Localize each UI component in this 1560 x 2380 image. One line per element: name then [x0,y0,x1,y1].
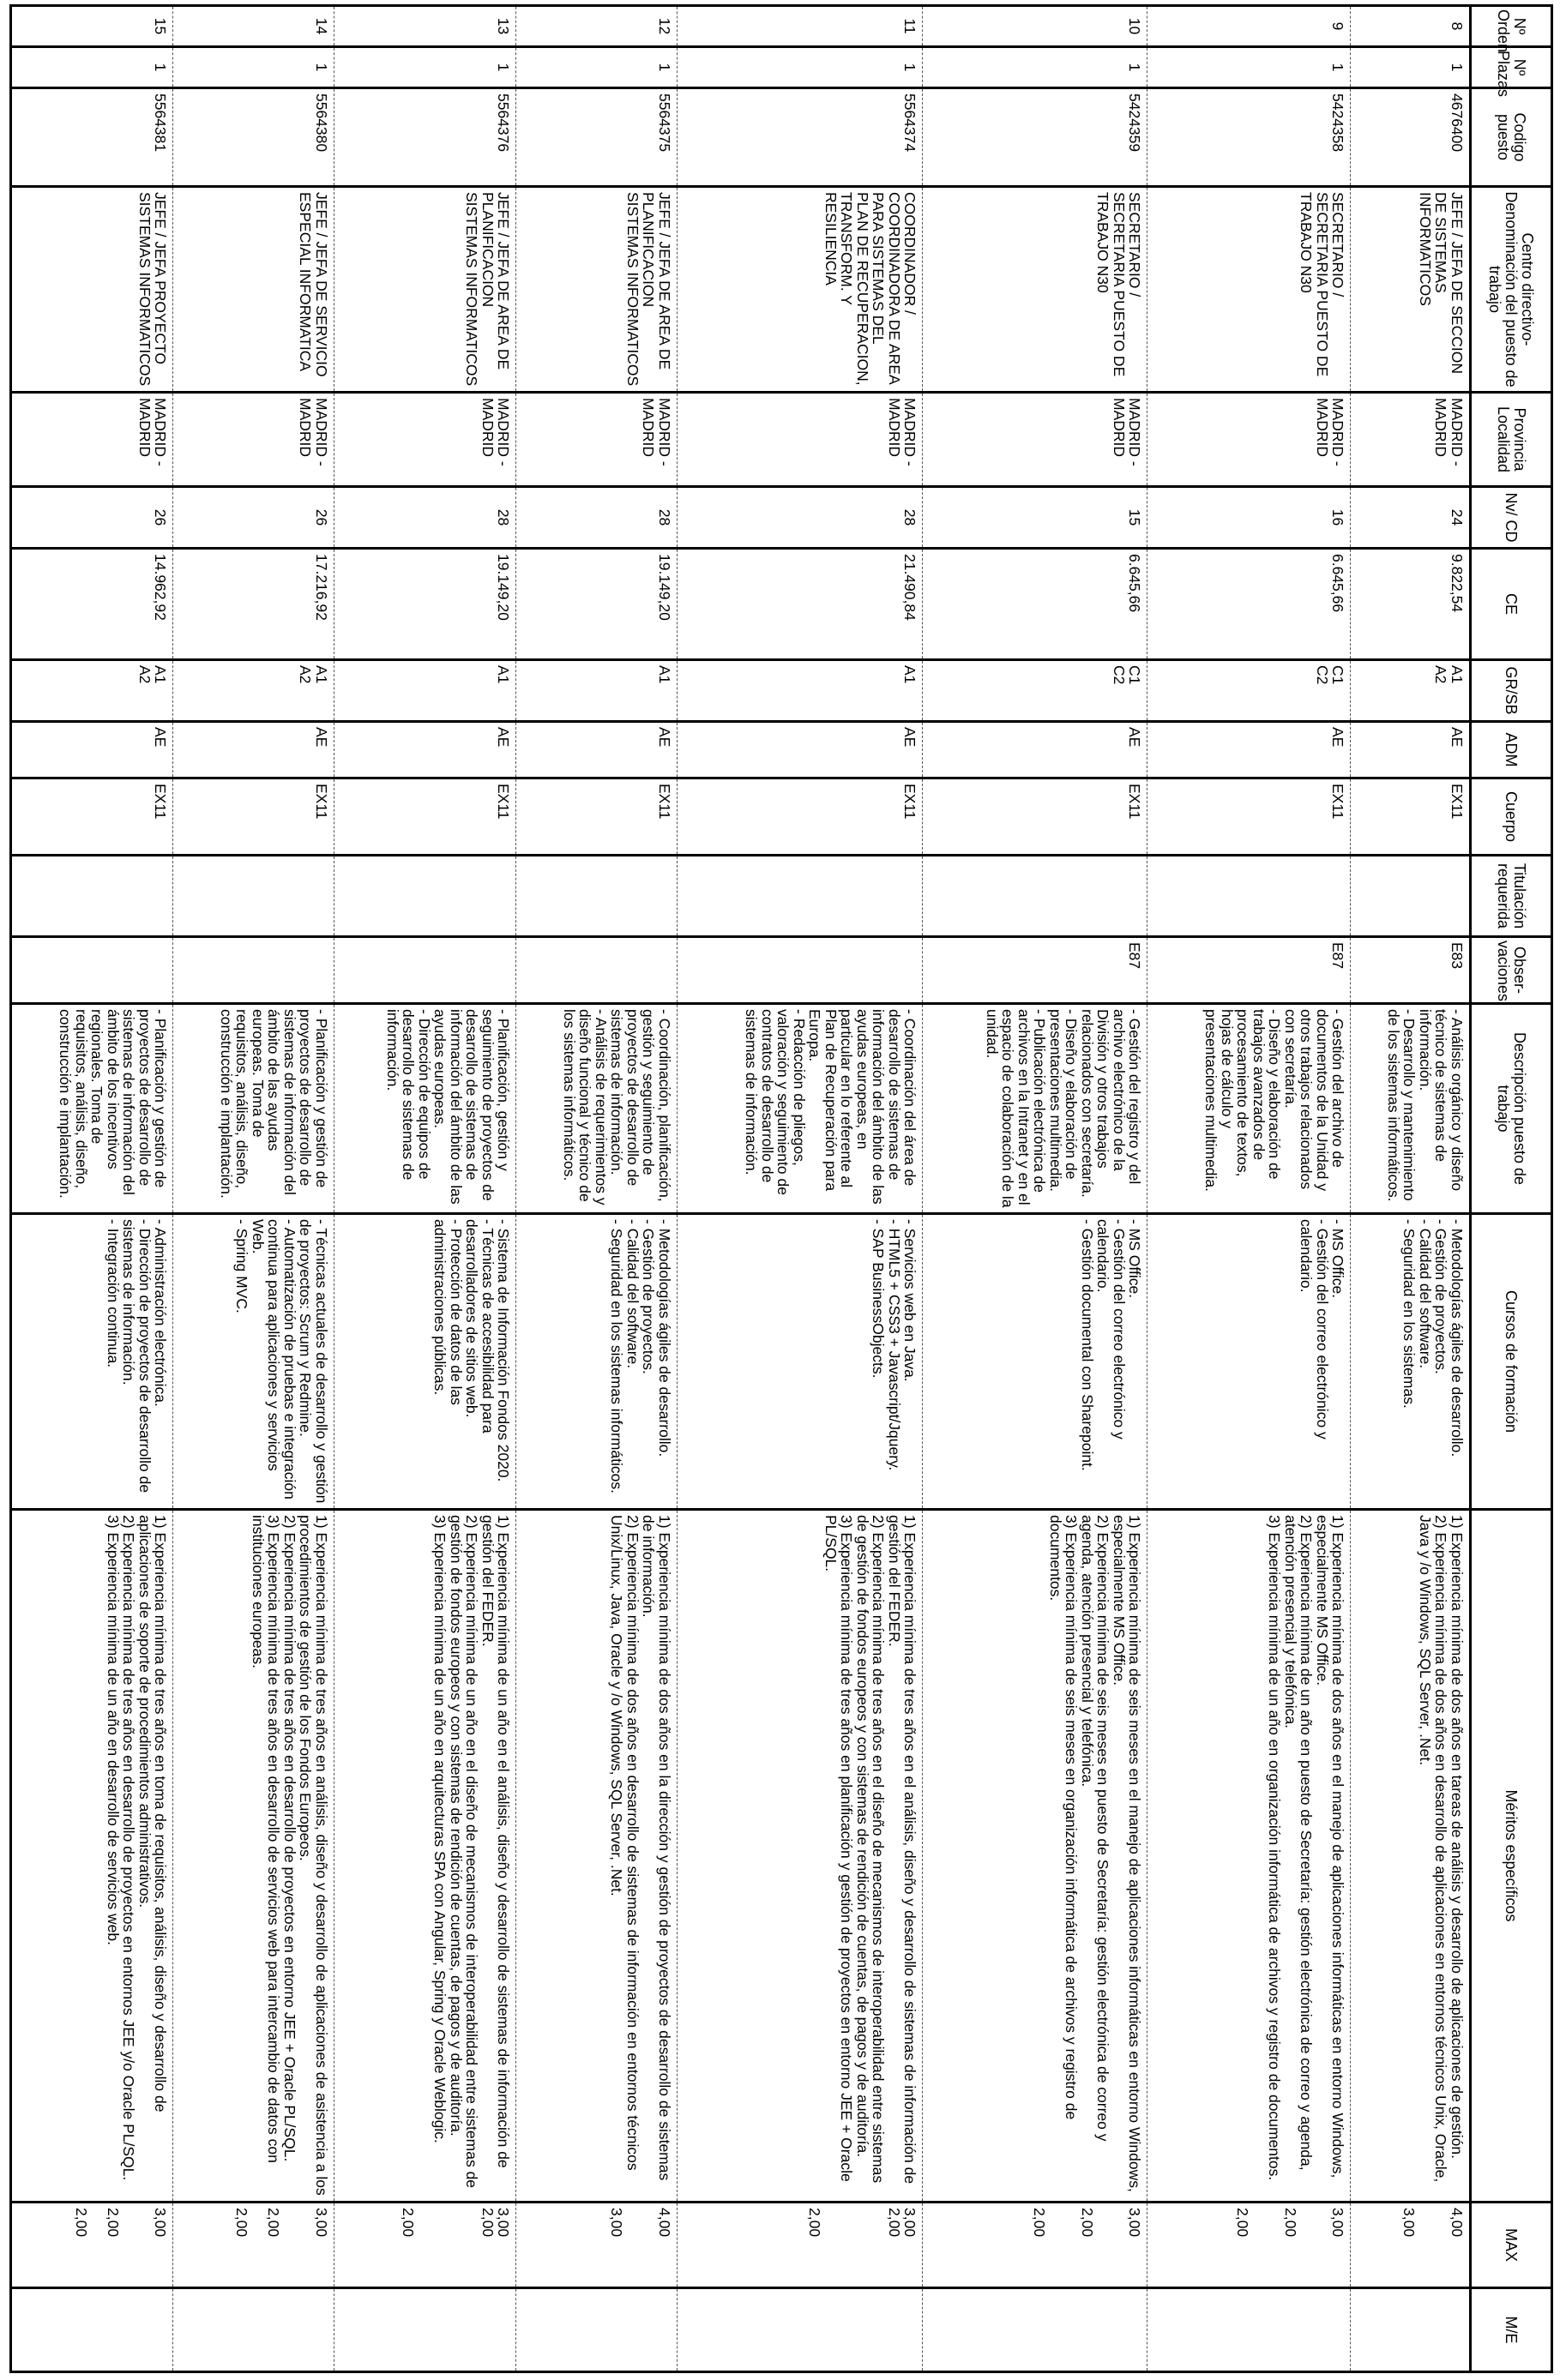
cell-orden: 12 [516,6,678,47]
cell-adm: AE [677,722,923,778]
cell-provincia: MADRID - MADRID [11,393,173,487]
cell-descripcion: - Coordinación, planificación, gestión y seguimiento de proyectos de desarrollo de sistemas de información. - Análisis de requerimientos y diseño funcional y técnico de los sistemas informáticos. [516,1004,678,1214]
cell-cursos: - MS Office. - Gestión del correo electrónico y calendario. - Gestión documental con Sharepoint. [923,1214,1147,1510]
cell-plazas: 1 [173,47,334,88]
cell-descripcion: - Análisis orgánico y diseño técnico de sistemas de información. - Desarrollo y mantenimiento de los sistemas informáticos. [1351,1004,1471,1214]
cell-cuerpo: EX11 [334,778,515,856]
cell-codigo: 5564380 [173,88,334,187]
table-row [173,6,334,2372]
cell-titulacion [334,856,515,937]
cell-nivel: 26 [11,487,173,549]
cell-me [334,2288,515,2372]
cell-grsb: A1 [677,660,923,722]
cell-provincia: MADRID - MADRID [1351,393,1471,487]
cell-cursos: - Administración electrónica. - Dirección de proyectos de desarrollo de sistemas de información. - Integración continua. [11,1214,173,1510]
cell-provincia: MADRID - MADRID [516,393,678,487]
header-row [1471,6,1552,2372]
cell-max: 3,00 2,00 2,00 [173,2203,334,2288]
cell-titulacion [1147,856,1351,937]
cell-meritos: 1) Experiencia mínima de tres años en toma de requisitos, análisis, diseño y desarrollo de aplicaciones de soporte de procedimientos administrativos. 2) Experiencia mínima de tres años en desarrollo de proyectos en entornos JEE y/o Oracle PL/SQL. 3) Experiencia mínima de un año en desarrollo de servicios web. [11,1510,173,2203]
cell-orden: 10 [923,6,1147,47]
cell-plazas: 1 [1351,47,1471,88]
cell-orden: 13 [334,6,515,47]
header-orden: Nº Orden [1471,6,1552,47]
cell-observaciones: E87 [1147,937,1351,1004]
table-row [677,6,923,2372]
cell-ce: 17.216,92 [173,549,334,660]
cell-centro: JEFE / JEFA DE AREA DE PLANIFICACION SISTEMAS INFORMATICOS [334,187,515,393]
cell-me [173,2288,334,2372]
cell-codigo: 5424358 [1147,88,1351,187]
header-observaciones: Obser- vaciones [1471,937,1552,1004]
table-row [11,6,173,2372]
cell-centro: JEFE / JEFA DE SECCION DE SISTEMAS INFORMATICOS [1351,187,1471,393]
cell-observaciones [334,937,515,1004]
cell-centro: JEFE / JEFA DE SERVICIO ESPECIAL INFORMATICA [173,187,334,393]
cell-cuerpo: EX11 [173,778,334,856]
cell-provincia: MADRID - MADRID [1147,393,1351,487]
cell-nivel: 26 [173,487,334,549]
cell-ce: 14.962,92 [11,549,173,660]
header-ce: CE [1471,549,1552,660]
cell-orden: 11 [677,6,923,47]
cell-provincia: MADRID - MADRID [677,393,923,487]
cell-grsb: A1 [334,660,515,722]
cell-grsb: A1 [516,660,678,722]
cell-codigo: 5564376 [334,88,515,187]
cell-nivel: 16 [1147,487,1351,549]
table-row [1351,6,1471,2372]
cell-observaciones [173,937,334,1004]
cell-adm: AE [1351,722,1471,778]
cell-me [11,2288,173,2372]
table-row [923,6,1147,2372]
cell-ce: 6.645,66 [923,549,1147,660]
cell-descripcion: - Gestión del registro y del archivo electrónico de la División y otros trabajos relacionados con secretaría. - Diseño y elaboración de presentaciones multimedia. - Publicación electrónica de archivos en la Intranet y en el espacio de colaboración de la unidad. [923,1004,1147,1214]
cell-descripcion: - Gestión del archivo de documentos de la Unidad y otros trabajos relacionados con secretaría. - Diseño y elaboración de trabajos avanzados de procesamiento de textos, hojas de cálculo y presentaciones multimedia. [1147,1004,1351,1214]
cell-descripcion: - Coordinación del área de desarrollo de sistemas de información del ámbito de las ayudas europeas, en particular en lo referente al Plan de Recuperación para Europa. - Redacción de pliegos, valoración y seguimiento de contratos de desarrollo de sistemas de información. [677,1004,923,1214]
cell-titulacion [677,856,923,937]
cell-orden: 15 [11,6,173,47]
header-codigo: Codigo puesto [1471,88,1552,187]
cell-cuerpo: EX11 [923,778,1147,856]
cell-provincia: MADRID - MADRID [173,393,334,487]
cell-centro: JEFE / JEFA PROYECTO SISTEMAS INFORMATICOS [11,187,173,393]
cell-cursos: - Sistema de Información Fondos 2020. - Técnicas de accesibilidad para desarrolladores de sitios web. - Protección de datos de las administraciones públicas. [334,1214,515,1510]
cell-me [1147,2288,1351,2372]
cell-descripcion: - Planificación y gestión de proyectos de desarrollo de sistemas de información del ámbito de las ayudas europeas. Toma de requisitos, análisis, diseño, construcción e implantación. [173,1004,334,1214]
cell-plazas: 1 [11,47,173,88]
cell-ce: 9.822,54 [1351,549,1471,660]
cell-observaciones: E87 [923,937,1147,1004]
cell-meritos: 1) Experiencia mínima de dos años en la dirección y gestión de proyectos de desarrollo de sistemas de información. 2) Experiencia mínima de dos años en desarrollo de sistemas de información en entornos técnicos Unix/Linux, Java, Oracle y /o Windows, SQL Server, .Net. [516,1510,678,2203]
table-row [334,6,515,2372]
cell-plazas: 1 [923,47,1147,88]
cell-max: 3,00 2,00 2,00 [923,2203,1147,2288]
cell-adm: AE [516,722,678,778]
header-max: MAX [1471,2203,1552,2288]
header-adm: ADM [1471,722,1552,778]
cell-nivel: 28 [516,487,678,549]
cell-cursos: - Servicios web en Java. - HTML5 + CSS3 + Javascript/Jquery. - SAP BusinessObjects. [677,1214,923,1510]
cell-cuerpo: EX11 [516,778,678,856]
header-plazas: Nº Plazas [1471,47,1552,88]
cell-me [677,2288,923,2372]
cell-codigo: 5564375 [516,88,678,187]
cell-plazas: 1 [334,47,515,88]
cell-provincia: MADRID - MADRID [334,393,515,487]
cell-max: 4,00 3,00 [516,2203,678,2288]
cell-adm: AE [1147,722,1351,778]
cell-grsb: A1 A2 [11,660,173,722]
cell-cuerpo: EX11 [11,778,173,856]
cell-cursos: - Técnicas actuales de desarrollo y gestión de proyectos: Scrum y Redmine. - Automatización de pruebas e integración continua para aplicaciones y servicios Web. - Spring MVC. [173,1214,334,1510]
cell-meritos: 1) Experiencia mínima de un año en el análisis, diseño y desarrollo de sistemas de información de gestión del FEDER. 2) Experiencia mínima de un año en el diseño de mecanismos de interoperabilidad entre sistemas de gestión de fondos europeos y con sistemas de rendición de cuentas, de pagos y de auditoría. 3) Experiencia mínima de un año en arquitecturas SPA con Angular, Spring y Oracle Weblogic. [334,1510,515,2203]
header-nivel: Nv/ CD [1471,487,1552,549]
cell-observaciones [516,937,678,1004]
cell-titulacion [516,856,678,937]
cell-meritos: 1) Experiencia mínima de tres años en análisis, diseño y desarrollo de aplicaciones de asistencia a los procedimientos de gestión de los Fondos Europeos. 2) Experiencia mínima de tres años en desarrollo de proyectos en entorno JEE + Oracle PL/SQL. 3) Experiencia mínima de tres años en desarrollo de servicios web para intercambio de datos con instituciones europeas. [173,1510,334,2203]
header-titulacion: Titulación requerida [1471,856,1552,937]
cell-nivel: 15 [923,487,1147,549]
cell-codigo: 4676400 [1351,88,1471,187]
cell-ce: 6.645,66 [1147,549,1351,660]
cell-me [923,2288,1147,2372]
cell-meritos: 1) Experiencia mínima de tres años en el análisis, diseño y desarrollo de sistemas de información de gestión del FEDER. 2) Experiencia mínima de tres años en el diseño de mecanismos de interoperabilidad entre sistemas de gestión de fondos europeos y con sistemas de rendición de cuentas, de pagos y de auditoría. 3) Experiencia mínima de tres años en planificación y gestión de proyectos en entorno JEE + Oracle PL/SQL. [677,1510,923,2203]
cell-cursos: - Metodologías ágiles de desarrollo. - Gestión de proyectos. - Calidad del software. - Seguridad en los sistemas informáticos. [516,1214,678,1510]
header-meritos: Méritos específicos [1471,1510,1552,2203]
cell-nivel: 28 [334,487,515,549]
cell-cursos: - MS Office. - Gestión del correo electrónico y calendario. [1147,1214,1351,1510]
cell-titulacion [923,856,1147,937]
cell-grsb: A1 A2 [1351,660,1471,722]
cell-centro: SECRETARIO / SECRETARIA PUESTO DE TRABAJO N30 [1147,187,1351,393]
cell-max: 3,00 2,00 2,00 [1147,2203,1351,2288]
cell-meritos: 1) Experiencia mínima de seis meses en el manejo de aplicaciones informáticas en entorno Windows, especialmente MS Office. 2) Experiencia mínima de seis meses en puesto de Secretaría: gestión electrónica de correo y agenda, atención presencial y telefónica. 3) Experiencia mínima de seis meses en organización informática de archivos y registro de documentos. [923,1510,1147,2203]
cell-cuerpo: EX11 [677,778,923,856]
cell-titulacion [11,856,173,937]
cell-descripcion: - Planificación, gestión y seguimiento de proyectos de desarrollo de sistemas de información del ámbito de las ayudas europeas. - Dirección de equipos de desarrollo de sistemas de información. [334,1004,515,1214]
table-row [1147,6,1351,2372]
cell-max: 4,00 3,00 [1351,2203,1471,2288]
cell-orden: 8 [1351,6,1471,47]
cell-grsb: C1 C2 [923,660,1147,722]
cell-meritos: 1) Experiencia mínima de dos años en el manejo de aplicaciones informáticas en entorno Windows, especialmente MS Office. 2) Experiencia mínima de un año en puesto de Secretaría: gestión electrónica de correo y agenda, atención presencial y telefónica. 3) Experiencia mínima de un año en organización informática de archivos y registro de documentos. [1147,1510,1351,2203]
cell-adm: AE [11,722,173,778]
header-grsb: GR/SB [1471,660,1552,722]
cell-nivel: 28 [677,487,923,549]
cell-orden: 14 [173,6,334,47]
cell-cuerpo: EX11 [1147,778,1351,856]
cell-centro: COORDINADOR / COORDINADORA DE AREA PARA SISTEMAS DEL PLAN DE RECUPERACION, TRANSFORM. Y RESILIENCIA [677,187,923,393]
table-row [516,6,678,2372]
cell-adm: AE [923,722,1147,778]
cell-centro: JEFE / JEFA DE AREA DE PLANIFICACION SISTEMAS INFORMATICOS [516,187,678,393]
cell-nivel: 24 [1351,487,1471,549]
cell-grsb: C1 C2 [1147,660,1351,722]
cell-cursos: - Metodologías ágiles de desarrollo. - Gestión de proyectos. - Calidad del software. - Seguridad en los sistemas. [1351,1214,1471,1510]
header-cuerpo: Cuerpo [1471,778,1552,856]
cell-cuerpo: EX11 [1351,778,1471,856]
cell-codigo: 5424359 [923,88,1147,187]
header-provincia: Provincia Localidad [1471,393,1552,487]
cell-max: 3,00 2,00 2,00 [11,2203,173,2288]
cell-plazas: 1 [516,47,678,88]
cell-orden: 9 [1147,6,1351,47]
cell-max: 3,00 2,00 2,00 [677,2203,923,2288]
cell-observaciones [677,937,923,1004]
cell-codigo: 5564374 [677,88,923,187]
cell-centro: SECRETARIO / SECRETARIA PUESTO DE TRABAJO N30 [923,187,1147,393]
cell-titulacion [1351,856,1471,937]
cell-max: 3,00 2,00 2,00 [334,2203,515,2288]
header-me: M/E [1471,2288,1552,2372]
cell-plazas: 1 [1147,47,1351,88]
cell-meritos: 1) Experiencia mínima de dos años en tareas de análisis y desarrollo de aplicaciones de gestión. 2) Experiencia mínima de dos años en desarrollo de aplicaciones en entornos técnicos Unix, Oracle, Java y /o Windows, SQL Server, .Net. [1351,1510,1471,2203]
cell-provincia: MADRID - MADRID [923,393,1147,487]
vacancies-table [9,4,1553,2373]
cell-adm: AE [173,722,334,778]
cell-grsb: A1 A2 [173,660,334,722]
cell-plazas: 1 [677,47,923,88]
header-centro: Centro directivo- Denominación del puesto de trabajo [1471,187,1552,393]
header-cursos: Cursos de formación [1471,1214,1552,1510]
cell-descripcion: - Planificación y gestión de proyectos de desarrollo de sistemas de información del ámbito de los incentivos regionales. Toma de requisitos, análisis, diseño, construcción e implantación. [11,1004,173,1214]
header-descripcion: Descripción puesto de trabajo [1471,1004,1552,1214]
cell-titulacion [173,856,334,937]
cell-observaciones [11,937,173,1004]
cell-me [1351,2288,1471,2372]
cell-ce: 19.149,20 [516,549,678,660]
cell-me [516,2288,678,2372]
cell-ce: 21.490,84 [677,549,923,660]
cell-ce: 19.149,20 [334,549,515,660]
cell-adm: AE [334,722,515,778]
cell-codigo: 5564381 [11,88,173,187]
cell-observaciones: E83 [1351,937,1471,1004]
